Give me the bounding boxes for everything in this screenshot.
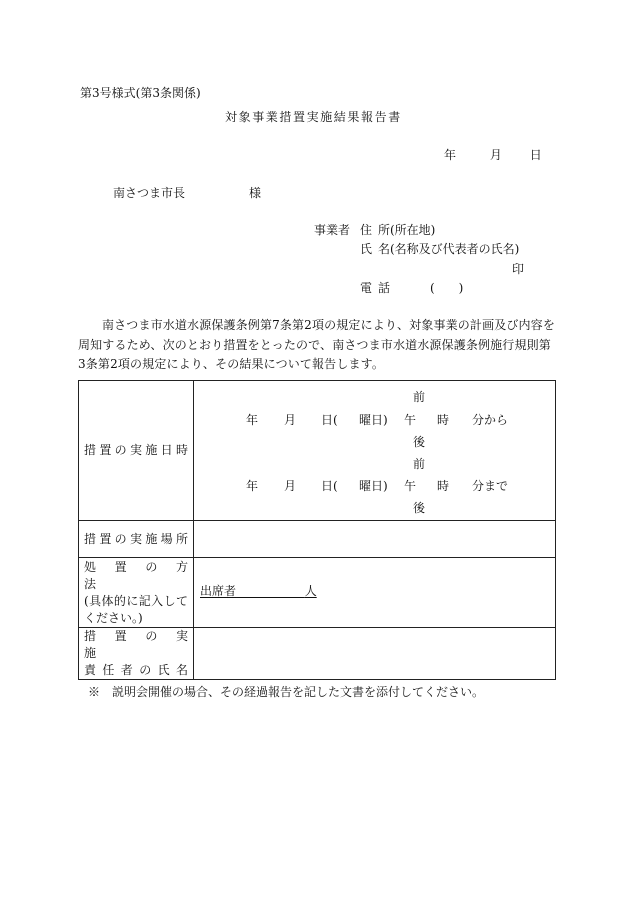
label-responsible xyxy=(79,628,201,680)
applicant-group-label: 事業者 xyxy=(314,223,351,237)
document-title: 対象事業措置実施結果報告書 xyxy=(225,110,402,124)
addressee xyxy=(113,186,261,200)
footnote: ※ 説明会開催の場合、その経過報告を記した文書を添付してください。 xyxy=(88,685,485,699)
date-year: 年 xyxy=(444,148,457,162)
address-key-a: 住 xyxy=(360,223,373,237)
report-table xyxy=(78,380,556,680)
date-line xyxy=(440,148,542,162)
phone-paren: ( ) xyxy=(430,281,464,295)
applicant-name-row xyxy=(314,242,520,261)
end-pm: 後 xyxy=(413,500,426,515)
seal-mark: 印 xyxy=(512,262,525,276)
end-suffix: 分まで xyxy=(472,478,509,493)
label-datetime: 措置の実施日時 xyxy=(79,381,194,521)
row-responsible xyxy=(79,628,556,680)
label-place: 措置の実施場所 xyxy=(79,521,194,558)
phone-key-b: 話 xyxy=(378,281,391,295)
address-key-b: 所(所在地) xyxy=(378,223,436,237)
row-method xyxy=(79,558,556,628)
end-noon: 午 xyxy=(404,478,417,493)
start-month: 月 xyxy=(284,412,297,427)
start-weekday: 曜日) xyxy=(359,412,388,427)
attendees-label: 出席者 xyxy=(200,584,237,598)
end-month: 月 xyxy=(284,478,297,493)
name-key-a: 氏 xyxy=(360,242,373,256)
end-hour: 時 xyxy=(437,478,450,493)
phone-key-a: 電 xyxy=(360,281,373,295)
start-hour: 時 xyxy=(437,412,450,427)
label-method-line2: (具体的に記入してください。) xyxy=(84,593,188,625)
row-datetime xyxy=(79,381,556,521)
body-text: 南さつま市水道水源保護条例第7条第2項の規定により、対象事業の計画及び内容を周知するため、次のとおり措置をとったので、南さつま市水道水源保護条例施行規則第3条第2項の規定により、その結果について報告します。 xyxy=(78,318,555,371)
applicant-block xyxy=(314,223,520,300)
start-noon: 午 xyxy=(404,412,417,427)
end-weekday: 曜日) xyxy=(359,478,388,493)
row-place xyxy=(79,521,556,558)
label-method xyxy=(79,558,201,628)
addressee-honorific: 様 xyxy=(249,186,262,200)
start-pm: 後 xyxy=(413,434,426,449)
end-day: 日( xyxy=(321,478,338,493)
name-key-b: 名(名称及び代表者の氏名) xyxy=(378,242,520,256)
start-year: 年 xyxy=(246,412,259,427)
attendees-blank[interactable] xyxy=(236,584,305,598)
label-responsible-line1: 措 置 の 実 施 xyxy=(84,629,201,660)
start-am: 前 xyxy=(413,389,426,404)
applicant-phone-row xyxy=(314,281,463,300)
addressee-name: 南さつま市長 xyxy=(113,186,186,200)
cell-method[interactable] xyxy=(194,558,556,628)
end-year: 年 xyxy=(246,478,259,493)
end-am: 前 xyxy=(413,456,426,471)
attendees-unit: 人 xyxy=(304,584,317,598)
label-method-line1: 処 置 の 方 法 xyxy=(84,559,201,591)
form-number: 第3号様式(第3条関係) xyxy=(80,86,201,100)
date-month: 月 xyxy=(489,148,502,162)
label-responsible-line2: 責任者の氏名 xyxy=(84,663,188,677)
cell-datetime[interactable] xyxy=(194,381,556,521)
cell-place[interactable] xyxy=(194,521,556,558)
date-day: 日 xyxy=(529,148,542,162)
start-day: 日( xyxy=(321,412,338,427)
applicant-address-row xyxy=(314,223,463,242)
start-suffix: 分から xyxy=(472,412,509,427)
attendees-line xyxy=(194,558,555,598)
cell-responsible[interactable] xyxy=(194,628,556,680)
